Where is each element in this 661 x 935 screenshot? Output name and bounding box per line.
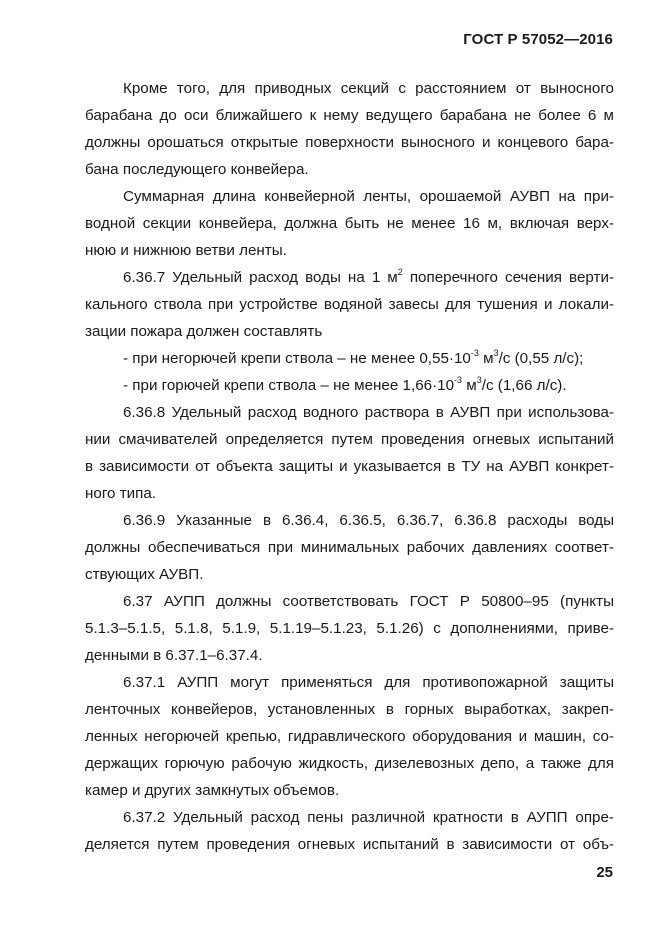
text-line: денными в 6.37.1–6.37.4. [85,647,263,664]
text-line: 6.37.2 Удельный расход пены различной кратности в АУПП опре- [123,809,614,826]
text-line: бана последующего конвейера. [85,161,309,178]
text-fragment: /с (1,66 л/с). [481,377,567,394]
text-line: нюю и нижнюю ветви ленты. [85,242,287,259]
text-line: зации пожара должен составлять [85,323,323,340]
text-line: деляется путем проведения огневых испытаний в зависимости от объ- [85,836,614,853]
text-line: водной секции конвейера, должна быть не менее 16 м, включая верх- [85,215,614,232]
text-line: Суммарная длина конвейерной ленты, орошаемой АУВП на при- [123,188,614,205]
superscript: 2 [397,266,403,277]
text-line: должны орошаться открытые поверхности выносного и концевого бара- [85,134,614,151]
superscript: 3 [476,374,482,385]
text-line: ленных негорючей крепью, гидравлического оборудования и машин, со- [85,728,614,745]
superscript: 3 [493,347,499,358]
body-text [85,75,614,858]
text-line: нии смачивателей определяется путем проведения огневых испытаний [85,431,614,448]
text-fragment: м [478,350,494,367]
text-line: 6.36.8 Удельный расход водного раствора в АУВП при использова- [123,404,614,421]
text-line: ствующих АУВП. [85,566,204,583]
text-line: барабана до оси ближайшего к нему ведущего барабана не более 6 м [85,107,614,124]
text-fragment: м [462,377,477,394]
text-line: 5.1.3–5.1.5, 5.1.8, 5.1.9, 5.1.19–5.1.23, 5.1.26) с дополнениями, приве- [85,620,614,637]
text-line: Кроме того, для приводных секций с расстоянием от выносного [123,80,614,97]
text-fragment: /с (0,55 л/с); [498,350,584,367]
text-line: 6.36.9 Указанные в 6.36.4, 6.36.5, 6.36.7, 6.36.8 расходы воды [123,512,614,529]
text-fragment: - при горючей крепи ствола – не менее 1,66·10 [123,377,455,394]
list-item [85,372,614,399]
text-line: ленточных конвейеров, установленных в горных выработках, закреп- [85,701,614,718]
text-line: держащих горючую рабочую жидкость, дизелевозных депо, а также для [85,755,614,772]
text-line: 6.37 АУПП должны соответствовать ГОСТ Р 50800–95 (пункты [123,593,614,610]
text-fragment: 6.36.7 Удельный расход воды на 1 м [123,269,398,286]
list-item [85,345,614,372]
text-line: камер и других замкнутых объемов. [85,782,340,799]
standard-designation: ГОСТ Р 57052—2016 [463,31,613,48]
text-line: должны обеспечиваться при минимальных рабочих давлениях соответ- [85,539,614,556]
text-line: ного типа. [85,485,157,502]
superscript: -3 [454,374,463,385]
text-line: кального ствола при устройстве водяной завесы для тушения и локали- [85,296,614,313]
text-line [85,264,614,291]
page-number: 25 [596,864,613,881]
text-line: в зависимости от объекта защиты и указывается в ТУ на АУВП конкрет- [85,458,614,475]
text-fragment: поперечного сечения верти- [402,269,615,286]
text-fragment: - при негорючей крепи ствола – не менее 0,55·10 [123,350,471,367]
superscript: -3 [470,347,479,358]
text-line: 6.37.1 АУПП могут применяться для противопожарной защиты [123,674,614,691]
